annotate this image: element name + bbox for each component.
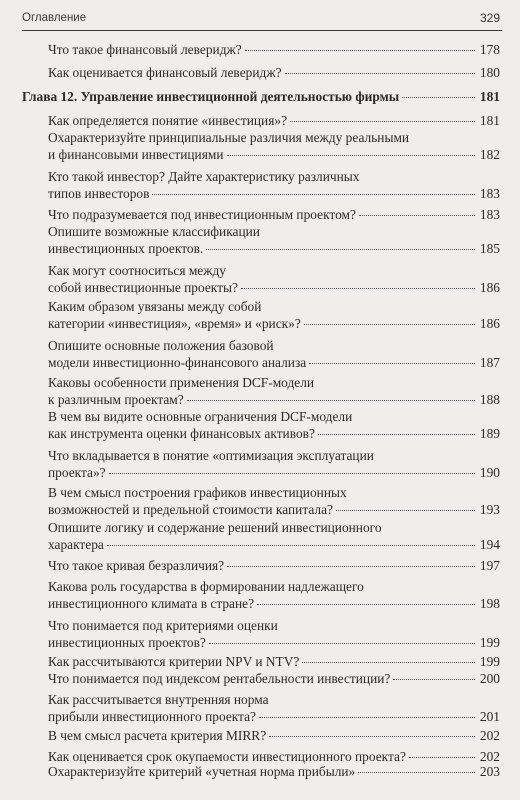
toc-entry-text: Глава 12. Управление инвестиционной деятельностью фирмы bbox=[22, 89, 400, 104]
toc-page-number: 190 bbox=[479, 465, 500, 480]
toc-entry-text: инвестиционных проектов? bbox=[48, 635, 206, 650]
toc-entry-text: Что вкладывается в понятие «оптимизация эксплуатации bbox=[48, 448, 374, 463]
dot-leader bbox=[336, 510, 475, 511]
toc-page-number: 185 bbox=[479, 241, 500, 256]
toc-entry-line bbox=[48, 484, 500, 501]
toc-entry-text: Как оценивается финансовый левeридж? bbox=[48, 65, 282, 80]
toc-entry-text: В чем смысл построения графиков инвестиционных bbox=[48, 485, 347, 500]
running-header-title: Оглавление bbox=[22, 12, 87, 24]
toc-page-number: 181 bbox=[479, 89, 500, 104]
toc-entry-line bbox=[48, 374, 500, 391]
toc-entry-text: Опишите основные положения базовой bbox=[48, 338, 274, 353]
toc-entry bbox=[48, 670, 500, 687]
toc-entry-text: прибыли инвестиционного проекта? bbox=[48, 709, 256, 724]
dot-leader bbox=[285, 73, 475, 74]
toc-entry-text: Что такое финансовый левeридж? bbox=[48, 42, 242, 57]
toc-entry bbox=[48, 262, 500, 296]
dot-leader bbox=[302, 662, 475, 663]
toc-entry-text: Охарактеризуйте критерий «учетная норма прибыли» bbox=[48, 764, 356, 779]
toc-entry bbox=[48, 41, 500, 58]
toc-entry bbox=[48, 129, 500, 163]
dot-leader bbox=[227, 155, 475, 156]
toc-page-number: 189 bbox=[479, 426, 500, 441]
toc-entry-text: собой инвестиционные проекты? bbox=[48, 280, 238, 295]
toc-page-number: 202 bbox=[479, 728, 500, 743]
toc-page-number: 202 bbox=[479, 749, 500, 764]
dot-leader bbox=[409, 757, 475, 758]
dot-leader bbox=[359, 215, 475, 216]
toc-entry bbox=[48, 578, 500, 612]
toc-page-number: 182 bbox=[479, 147, 500, 162]
toc-entry bbox=[48, 112, 500, 129]
toc-entry-text: проекта»? bbox=[48, 465, 106, 480]
toc-entry-text: Каким образом увязаны между собой bbox=[48, 299, 262, 314]
toc-entry-text: Кто такой инвестор? Дайте характеристику различных bbox=[48, 169, 360, 184]
toc-entry-text: Охарактеризуйте принципиальные различия между реальными bbox=[48, 130, 410, 145]
toc-entry-line bbox=[48, 634, 500, 651]
toc-entry-line bbox=[48, 447, 500, 464]
toc-entry-line bbox=[48, 298, 500, 315]
toc-page-number: 181 bbox=[479, 113, 500, 128]
toc-page-number: 200 bbox=[479, 671, 500, 686]
toc-entry-line bbox=[48, 653, 500, 670]
toc-entry-line bbox=[48, 617, 500, 634]
toc-entry bbox=[48, 298, 500, 332]
toc-page-number: 188 bbox=[479, 392, 500, 407]
toc-entry-line bbox=[48, 168, 500, 185]
toc-entry-line bbox=[48, 262, 500, 279]
toc-entry-line bbox=[48, 727, 500, 744]
toc-entry-text: В чем вы видите основные ограничения DCF-модели bbox=[48, 409, 353, 424]
toc-entry-line bbox=[48, 64, 500, 81]
toc-entry-line bbox=[48, 536, 500, 553]
toc-page-number: 199 bbox=[479, 635, 500, 650]
toc-entry-text: инвестиционного климата в стране? bbox=[48, 596, 255, 611]
dot-leader bbox=[227, 566, 475, 567]
toc-entry-line bbox=[48, 578, 500, 595]
dot-leader bbox=[245, 50, 475, 51]
toc-entry-line bbox=[48, 129, 500, 146]
toc-page-number: 203 bbox=[479, 764, 500, 779]
toc-entry-text: Как определяется понятие «инвестиция»? bbox=[48, 113, 288, 128]
toc-entry-line bbox=[48, 41, 500, 58]
running-header bbox=[22, 6, 502, 31]
toc-entry-line bbox=[48, 670, 500, 687]
toc-entry-text: характера bbox=[48, 537, 104, 552]
toc-entry-line bbox=[48, 185, 500, 202]
toc-page-number: 198 bbox=[479, 596, 500, 611]
dot-leader bbox=[257, 604, 475, 605]
toc-entry-text: возможностей и предельной стоимости капитала? bbox=[48, 502, 333, 517]
toc-entry-line bbox=[48, 501, 500, 518]
toc-entry-line bbox=[48, 763, 500, 780]
toc-entry-text: В чем смысл расчета критерия MIRR? bbox=[48, 728, 267, 743]
toc-entry-line bbox=[48, 425, 500, 442]
toc-entry-text: инвестиционных проектов. bbox=[48, 241, 204, 256]
dot-leader bbox=[109, 473, 475, 474]
toc-entry-line bbox=[48, 112, 500, 129]
toc-entry-text: типов инвесторов bbox=[48, 186, 150, 201]
toc-chapter-heading bbox=[22, 88, 500, 105]
toc-entry-text: Каковы особенности применения DCF-модели bbox=[48, 375, 315, 390]
dot-leader bbox=[318, 434, 475, 435]
toc-entry bbox=[48, 337, 500, 371]
toc-entry-text: Как могут соотноситься между bbox=[48, 263, 227, 278]
dot-leader bbox=[402, 97, 475, 98]
toc-entry bbox=[48, 206, 500, 223]
toc-page-number: 194 bbox=[479, 537, 500, 552]
toc-entry-line bbox=[48, 595, 500, 612]
toc-entry-text: Что понимается под критериями оценки bbox=[48, 618, 278, 633]
toc-page-number: 197 bbox=[479, 558, 500, 573]
toc-page-number: 180 bbox=[479, 65, 500, 80]
dot-leader bbox=[309, 363, 475, 364]
toc-page-number: 193 bbox=[479, 502, 500, 517]
dot-leader bbox=[269, 736, 475, 737]
toc-entry-line bbox=[48, 708, 500, 725]
running-header-page-number: 329 bbox=[479, 11, 500, 25]
toc-entry-line bbox=[48, 337, 500, 354]
toc-entry-text: Что такое кривая безразличия? bbox=[48, 558, 225, 573]
toc-entry bbox=[48, 763, 500, 780]
toc-entry bbox=[48, 727, 500, 744]
toc-entry-text: Какова роль государства в формировании надлежащего bbox=[48, 579, 364, 594]
toc-entry bbox=[48, 691, 500, 725]
toc-entry-line bbox=[48, 691, 500, 708]
toc-entry-line bbox=[48, 315, 500, 332]
toc-entry-line bbox=[48, 557, 500, 574]
toc-entry-text: модели инвестиционно-финансового анализа bbox=[48, 355, 307, 370]
dot-leader bbox=[393, 679, 475, 680]
dot-leader bbox=[152, 194, 475, 195]
dot-leader bbox=[241, 288, 475, 289]
toc-entry-line bbox=[48, 223, 500, 240]
toc-entry-text: Как рассчитываются критерии NPV и NTV? bbox=[48, 654, 300, 669]
toc-entry-line bbox=[48, 240, 500, 257]
toc-entry-text: категории «инвестиция», «время» и «риск»? bbox=[48, 316, 301, 331]
toc-entry-text: Что понимается под индексом рентабельности инвестиции? bbox=[48, 671, 391, 686]
toc-entry-text: Опишите возможные классификации bbox=[48, 224, 260, 239]
dot-leader bbox=[107, 545, 475, 546]
toc-entry-line bbox=[48, 146, 500, 163]
toc-entry bbox=[48, 168, 500, 202]
toc-entry-line bbox=[48, 519, 500, 536]
toc-entry-text: к различным проектам? bbox=[48, 392, 184, 407]
toc-entry bbox=[48, 484, 500, 518]
toc-entry-line bbox=[48, 206, 500, 223]
toc-page-number: 186 bbox=[479, 280, 500, 295]
toc-entry bbox=[48, 408, 500, 442]
toc-page-number: 199 bbox=[479, 654, 500, 669]
dot-leader bbox=[358, 772, 475, 773]
toc-entry bbox=[48, 519, 500, 553]
toc-page-number: 201 bbox=[479, 709, 500, 724]
dot-leader bbox=[206, 249, 475, 250]
toc-page-number: 186 bbox=[479, 316, 500, 331]
toc-entry-line bbox=[48, 279, 500, 296]
toc-entry-line bbox=[48, 391, 500, 408]
dot-leader bbox=[259, 717, 475, 718]
toc-entry bbox=[48, 447, 500, 481]
toc-page-number: 183 bbox=[479, 186, 500, 201]
toc-entry-text: Как оценивается срок окупаемости инвестиционного проекта? bbox=[48, 749, 406, 764]
toc-entry bbox=[48, 617, 500, 651]
toc-entry-text: Что подразумевается под инвестиционным проектом? bbox=[48, 207, 356, 222]
toc-page-number: 183 bbox=[479, 207, 500, 222]
toc-entry bbox=[48, 223, 500, 257]
toc-entry bbox=[48, 64, 500, 81]
toc-page-number: 178 bbox=[479, 42, 500, 57]
dot-leader bbox=[209, 643, 475, 644]
toc-entry-text: Как рассчитывается внутренняя норма bbox=[48, 692, 269, 707]
toc-entry bbox=[48, 653, 500, 670]
toc-entry-line bbox=[48, 464, 500, 481]
toc-entry-text: Опишите логику и содержание решений инвестиционного bbox=[48, 520, 382, 535]
toc-entry bbox=[48, 557, 500, 574]
toc-entry bbox=[48, 374, 500, 408]
dot-leader bbox=[290, 121, 475, 122]
dot-leader bbox=[304, 324, 475, 325]
toc-entry-line bbox=[48, 354, 500, 371]
toc-entry-line bbox=[48, 408, 500, 425]
toc-entry-text: как инструмента оценки финансовых активов? bbox=[48, 426, 315, 441]
toc-entry-line bbox=[22, 88, 500, 105]
toc-entry-text: и финансовыми инвестициями bbox=[48, 147, 224, 162]
toc-page-number: 187 bbox=[479, 355, 500, 370]
dot-leader bbox=[187, 400, 475, 401]
